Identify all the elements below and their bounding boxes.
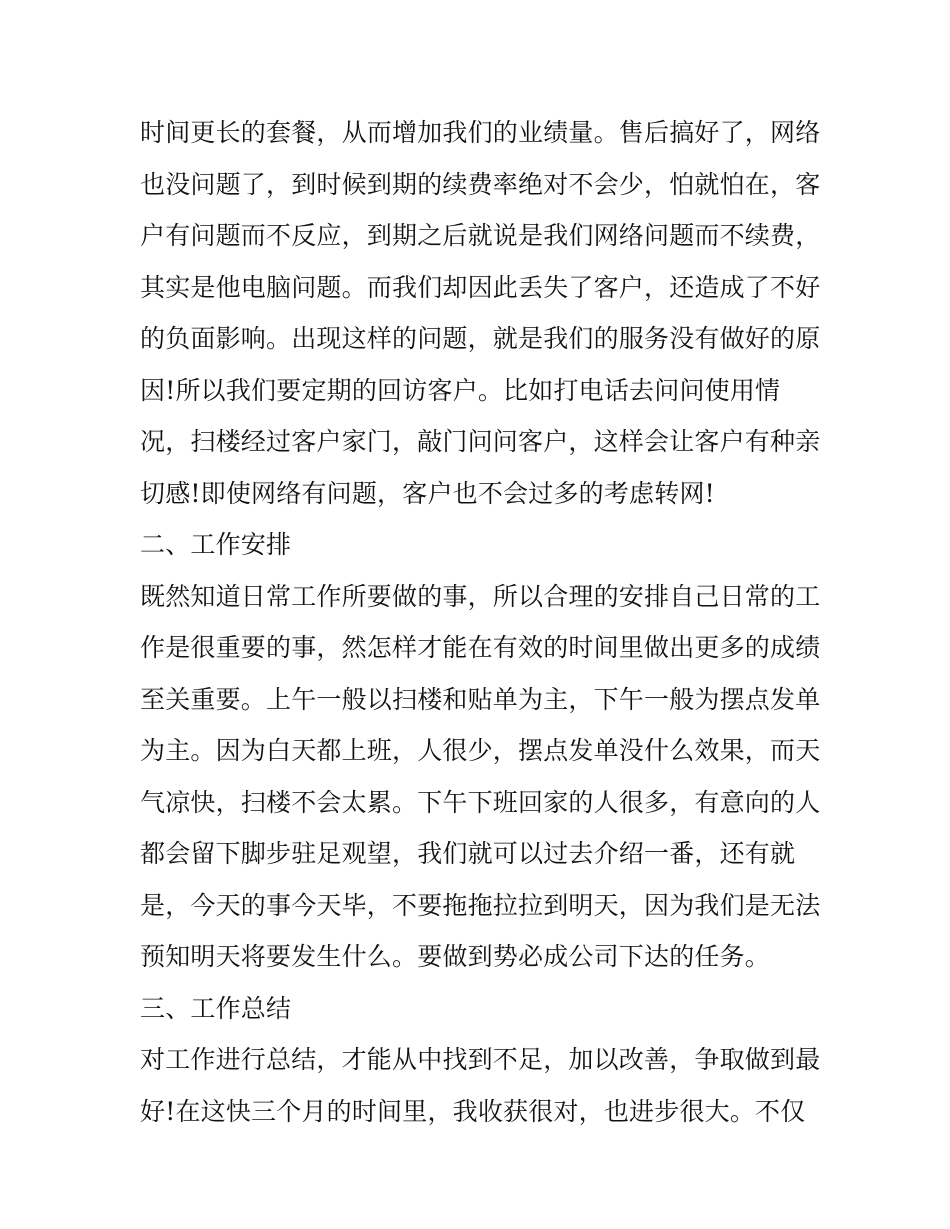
text-line: 是，今天的事今天毕，不要拖拖拉拉到明天，因为我们是无法	[140, 890, 821, 920]
body-text	[140, 107, 820, 1137]
text-line: 况，扫楼经过客户家门，敲门问问客户，这样会让客户有种亲	[140, 427, 821, 456]
text-line: 切感!即使网络有问题，客户也不会过多的考虑转网!	[140, 478, 715, 508]
text-line: 户有问题而不反应，到期之后就说是我们网络问题而不续费，	[140, 221, 821, 250]
text-line: 对工作进行总结，才能从中找到不足，加以改善，争取做到最	[140, 1045, 821, 1074]
text-line: 作是很重要的事，然怎样才能在有效的时间里做出更多的成绩	[140, 633, 821, 662]
text-line: 好!在这快三个月的时间里，我收获很对，也进步很大。不仅	[140, 1096, 806, 1126]
text-line: 既然知道日常工作所要做的事，所以合理的安排自己日常的工	[140, 581, 821, 611]
text-line: 预知明天将要发生什么。要做到势必成公司下达的任务。	[140, 942, 771, 971]
text-line: 为主。因为白天都上班，人很少，摆点发单没什么效果，而天	[140, 736, 821, 765]
text-line: 的负面影响。出现这样的问题，就是我们的服务没有做好的原	[140, 324, 821, 353]
text-line: 因!所以我们要定期的回访客户。比如打电话去问问使用情	[140, 375, 781, 405]
section-heading: 二、工作安排	[140, 530, 292, 559]
text-line: 时间更长的套餐，从而增加我们的业绩量。售后搞好了，网络	[140, 118, 821, 147]
text-line: 气凉快，扫楼不会太累。下午下班回家的人很多，有意向的人	[140, 787, 821, 817]
text-line: 至关重要。上午一般以扫楼和贴单为主，下午一般为摆点发单	[140, 684, 821, 714]
text-line: 也没问题了，到时候到期的续费率绝对不会少，怕就怕在，客	[140, 169, 821, 199]
text-line: 其实是他电脑问题。而我们却因此丢失了客户，还造成了不好	[140, 272, 821, 302]
text-line: 都会留下脚步驻足观望，我们就可以过去介绍一番，还有就	[140, 839, 796, 868]
section-heading: 三、工作总结	[140, 993, 292, 1023]
